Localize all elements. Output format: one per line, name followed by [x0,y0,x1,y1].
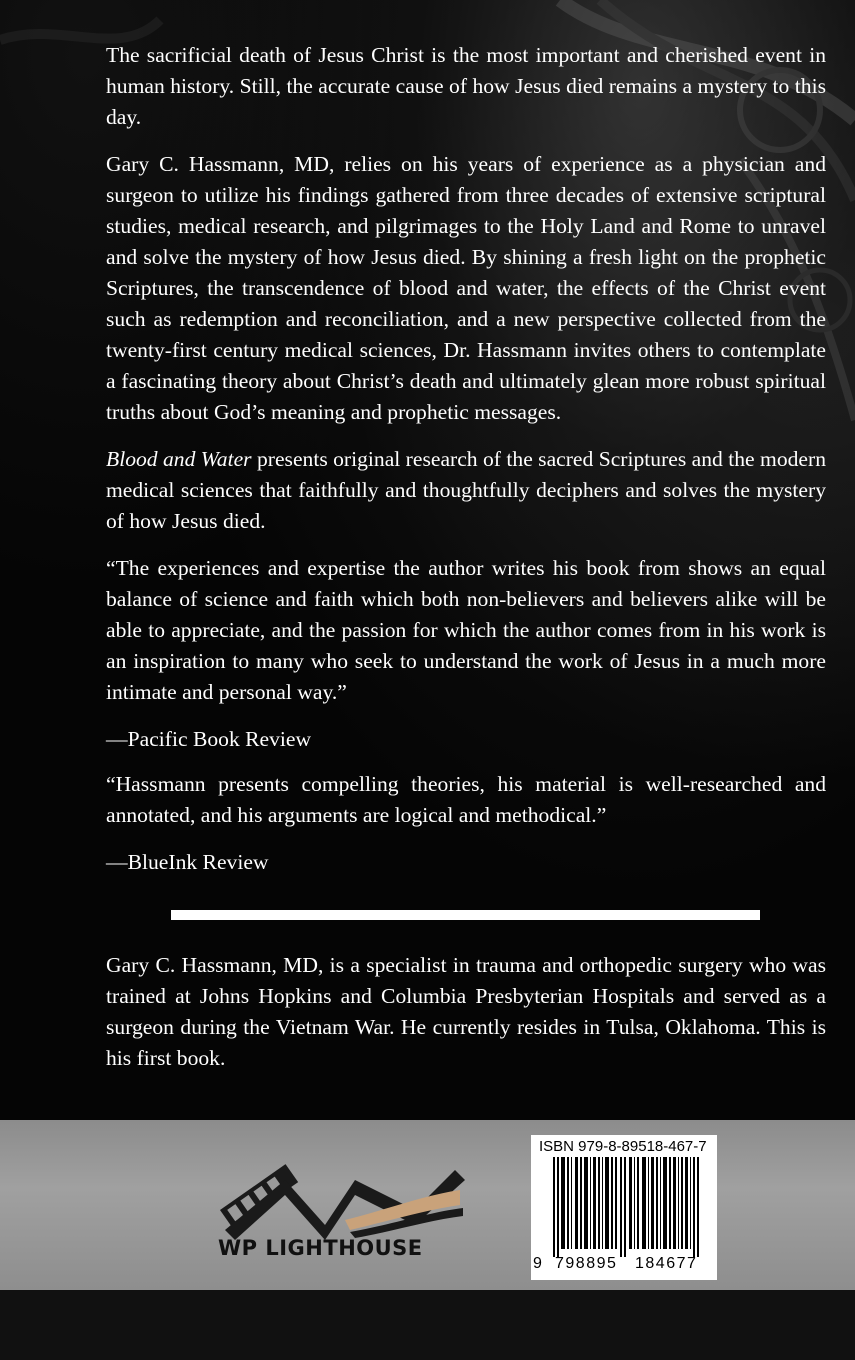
review-source-2: —BlueInk Review [106,850,269,874]
author-bio: Gary C. Hassmann, MD, is a specialist in trauma and orthopedic surgery who was trained at Johns Hopkins and Columbia Presbyterian Hospitals and served as a surgeon during the Vietnam War. He currently resides in Tulsa, Oklahoma. This is his first book. [106,953,826,1070]
ean-right-digits: 184677 [635,1255,698,1272]
ean-left-digits: 798895 [555,1255,618,1272]
blurb-paragraph-1: The sacrificial death of Jesus Christ is the most important and cherished event in human history. Still, the accurate cause of how Jesus died remains a mystery to this day. [106,43,826,129]
isbn-label: ISBN 979-8-89518-467-7 [539,1138,707,1155]
bottom-strip [0,1290,855,1360]
review-quote-2: “Hassmann presents compelling theories, his material is well-researched and annotated, and his arguments are logical and methodical.” [106,772,826,827]
blurb-section [106,40,826,892]
book-title: Blood and Water [106,447,252,471]
blurb-paragraph-3 [106,444,826,537]
isbn-barcode [531,1135,717,1280]
divider-rule [171,910,760,920]
barcode-bars [537,1157,711,1257]
blurb-paragraph-2: Gary C. Hassmann, MD, relies on his years of experience as a physician and surgeon to utilize his findings gathered from three decades of extensive scriptural studies, medical research, and pilgrimages to the Holy Land and Rome to unravel and solve the mystery of how Jesus died. By shining a fresh light on the prophetic Scriptures, the transcendence of blood and water, the effects of the Christ event such as redemption and reconciliation, and a new perspective collected from the twenty-first century medical sciences, Dr. Hassmann invites others to contemplate a fascinating theory about Christ’s death and ultimately glean more robust spiritual truths about God’s meaning and prophetic messages. [106,152,826,424]
ean-first-digit: 9 [533,1255,542,1272]
review-source-1: —Pacific Book Review [106,727,312,751]
review-quote-1: “The experiences and expertise the author writes his book from shows an equal balance of science and faith which both non-believers and believers alike will be able to appreciate, and the passion for which the author comes from in his work is an inspiration to many who seek to understand the work of Jesus in a much more intimate and personal way.” [106,556,826,704]
blurb-paragraph-3-text: presents original research of the sacred Scriptures and the modern medical sciences that faithfully and thoughtfully deciphers and solves the mystery of how Jesus died. [106,447,826,533]
publisher-name: WP LIGHTHOUSE [218,1236,423,1260]
